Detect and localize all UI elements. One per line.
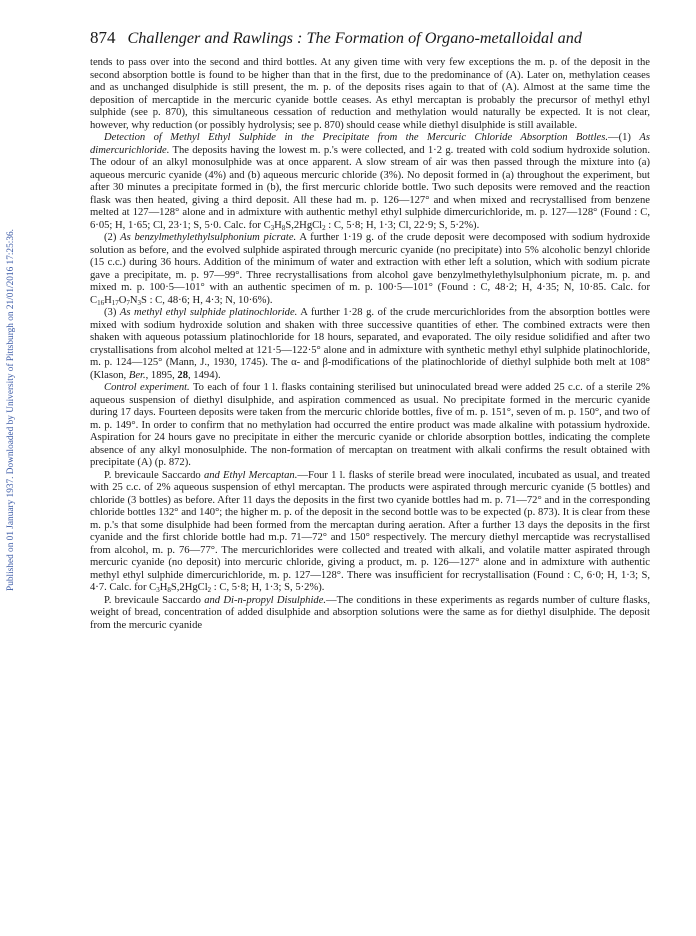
formula-subscript: 8 [281, 223, 286, 232]
paragraph [90, 382, 650, 470]
paragraph [90, 595, 650, 633]
formula-subscript: 2 [207, 586, 212, 594]
formula-subscript: 3 [137, 298, 142, 307]
volume-number: 28 [177, 369, 188, 381]
subsection-heading: As benzylmethylethylsulphonium picrate. [120, 232, 297, 243]
section-heading: and Ethyl Mercaptan. [203, 469, 298, 481]
formula-subscript: 3 [156, 586, 160, 594]
paragraph-text: : C, 5·8; H, 1·3; S, 5·2%). [211, 582, 325, 593]
formula-subscript: 8 [167, 586, 171, 594]
formula-subscript: 16 [97, 298, 105, 307]
paragraph-text: : C, 5·8; H, 1·3; Cl, 22·9; S, 5·2%). [325, 219, 480, 231]
paragraph-text: (3) [104, 307, 120, 318]
formula-part: H [104, 294, 112, 306]
paragraph-text: The deposits having the lowest m. p.'s were collected, and 1·2 g. treated with cold sodium hydroxide solution. The odour of an alkyl monosulphide was at once apparent. A slow stream of air was then passed through the mixture into (a) aqueous mercuric cyanide (4%) and (b) aqueous mercuric chloride (3%). No deposit formed in (a) throughout the experiment, but after 30 minutes a precipitate formed in (b), the first mercuric chloride bottle. Two such deposits were removed and the reaction flask was then heated, giving a third deposit. All these had m. p. 126—127° and when mixed and recrystallised from benzene melted at 127—128° alone and in admixture with authentic methyl ethyl sulphide dimercurichloride, m. p. 127—128° (Found : C, 6·05; H, 1·65; Cl, 23·1; S, 5·0. Calc. for C [90, 144, 650, 231]
paragraph-text: P. brevicaule Saccardo [104, 469, 204, 481]
paragraph [90, 132, 650, 232]
paragraph-text: tends to pass over into the second and third bottles. At any given time with very few exceptions the m. p. of the deposit in the second absorption bottle is found to be higher than that in the first, due to the predominance of (A). Later on, methylation ceases and as unchanged disulphide is still present, the m. p. of the deposits rises again to that of (A). Almost at the same time the deposition of mercaptide in the mercuric cyanide bottle ceases. As ethyl mercaptan is probably the precursor of methyl ethyl sulphide (see p. 870), this simultaneous cessation of reduction and methylation would naturally be expected. It is not clear, however, why reduction (or possibly hydrolysis; see p. 870) should cease while diethyl disulphide is still available. [90, 57, 650, 131]
paragraph-text: S : C, 48·6; H, 4·3; N, 10·6%). [141, 294, 273, 306]
paragraph-text: A further 1·28 g. of the crude mercurichlorides from the absorption bottles were mixed with sodium hydroxide solution and shaken with three successive quantities of ether. The combined extracts were then shaken with aqueous potassium platinochloride for 18 hours, separated, and evaporated. The oily residue solidified and after two crystallisations from alcohol melted at 121·5—122·5° alone and in admixture with synthetic methyl ethyl sulphide platinochloride, m. p. 124—125° (Mann, J., 1930, 1745). The α- and β-modifications of the platinochloride of diethyl sulphide both melt at 108° (Klason, [90, 307, 650, 381]
section-heading: and Di-n-propyl Disulphide. [204, 594, 327, 606]
download-watermark-text: Published on 01 January 1937. Downloaded by University of Pittsburgh on 21/01/2016 17:25:36. [6, 229, 16, 591]
formula-part: H [274, 219, 282, 231]
paragraph-text: (2) [104, 232, 121, 243]
paragraph-text: , 1494). [188, 369, 221, 381]
formula-part: N [129, 294, 138, 306]
paragraph [90, 470, 650, 595]
formula-part: S,2HgCl [170, 582, 208, 593]
formula-subscript: 3 [270, 223, 275, 232]
paragraph-text: , 1895, [145, 369, 178, 381]
formula-part: O [118, 294, 127, 306]
paragraph-text: A further 1·19 g. of the crude deposit were decomposed with sodium hydroxide solution as before, and the evolved sulphide aspirated through mercuric cyanide (no precipitate) into 5% alcoholic benzyl chloride (15 c.c.) during 36 hours. Addition of the minimum of water and extraction with ether left a solution, which with sodium picrate gave a precipitate, m. p. 97—99°. Three recrystallisations from alcohol gave benzylmethylethylsulphonium picrate, m. p. and mixed m. p. 100·5—101° with an authentic specimen of m. p. 100·5—101° (Found : C, 48·2; H, 4·35; N, 10·85. Calc. for C [90, 232, 650, 306]
article-body [90, 57, 650, 632]
journal-reference: Ber. [128, 369, 146, 381]
formula-subscript: 2 [322, 223, 326, 232]
download-watermark [4, 150, 18, 670]
paragraph-text: —(1) [608, 132, 640, 143]
paragraph-text: To each of four 1 l. flasks containing sterilised but uninoculated bread were added 25 c.c. of a sterile 2% aqueous suspension of diethyl disulphide, and aspiration commenced as usual. No precipitate formed in the mercuric cyanide during 17 days. Fourteen deposits were taken from the mercuric chloride bottles, five of m. p. 151°, seven of m. p. 150°, and two of m. p. 149°. In order to confirm that no methylation had occurred the entire product was made alkaline with potassium hydroxide. Aspiration for 24 hours gave no precipitate in either the mercuric cyanide or chloride absorption bottles, indicating the complete absence of any alkyl monosulphide. The non-formation of mercaptan on treatment with alkali confirms the result obtained with precipitate (A) (p. 872). [90, 382, 650, 468]
section-heading: Detection of Methyl Ethyl Sulphide in the Precipitate from the Mercuric Chloride Absorption Bottles. [104, 132, 608, 143]
paragraph [90, 57, 650, 132]
paragraph [90, 232, 650, 307]
subsection-heading: As methyl ethyl sulphide platinochloride. [119, 307, 298, 318]
running-title: Challenger and Rawlings : The Formation of Organo-metalloidal and [127, 29, 582, 47]
formula-part: S,2HgCl [285, 219, 323, 231]
paragraph-text: —The conditions in these experiments as regards number of culture flasks, weight of bread, concentration of added disulphide and absorption solutions were the same as for diethyl disulphide. The deposit from the mercuric cyanide [90, 594, 650, 631]
running-head [90, 28, 650, 50]
formula-part: H [159, 582, 168, 593]
formula-subscript: 7 [126, 298, 130, 307]
formula-subscript: 17 [111, 298, 119, 307]
subsection-heading: As dimercurichloride. [90, 132, 650, 156]
page-number: 874 [90, 28, 116, 47]
paragraph [90, 307, 650, 382]
paragraph-text: P. brevicaule Saccardo [104, 594, 205, 606]
paragraph-text: —Four 1 l. flasks of sterile bread were inoculated, incubated as usual, and treated with 25 c.c. of 2% aqueous suspension of ethyl mercaptan. The products were aspirated through mercuric cyanide (5 bottles) and chloride (3 bottles) as before. After 11 days the deposits in the first two cyanide bottles had m. p. 71—72° and in the corresponding chloride bottles 132° and 140°; the higher m. p. of the deposit in the second bottle was to be expected (p. 873). It is clear from these m. p.'s that some disulphide had been formed from the mercaptan during aeration. After a further 13 days the deposits in the first cyanide and the first chloride bottle had m.p. 71—72° and 150° respectively. The mercury diethyl mercaptide was recrystallised from alcohol, m. p. 76—77°. The mercurichlorides were collected and treated with alkali, and volatile matter aspirated through mercuric cyanide (no deposit) into mercuric chloride, giving a product, m. p. 126—127° alone and in admixture with authentic methyl ethyl sulphide dimercurichloride, m. p. 127—128°. There was insufficient for recrystallisation (Found : C, 6·0; H, 1·3; S, 4·7. Calc. for C [90, 469, 650, 593]
section-heading: Control experiment. [104, 382, 190, 393]
